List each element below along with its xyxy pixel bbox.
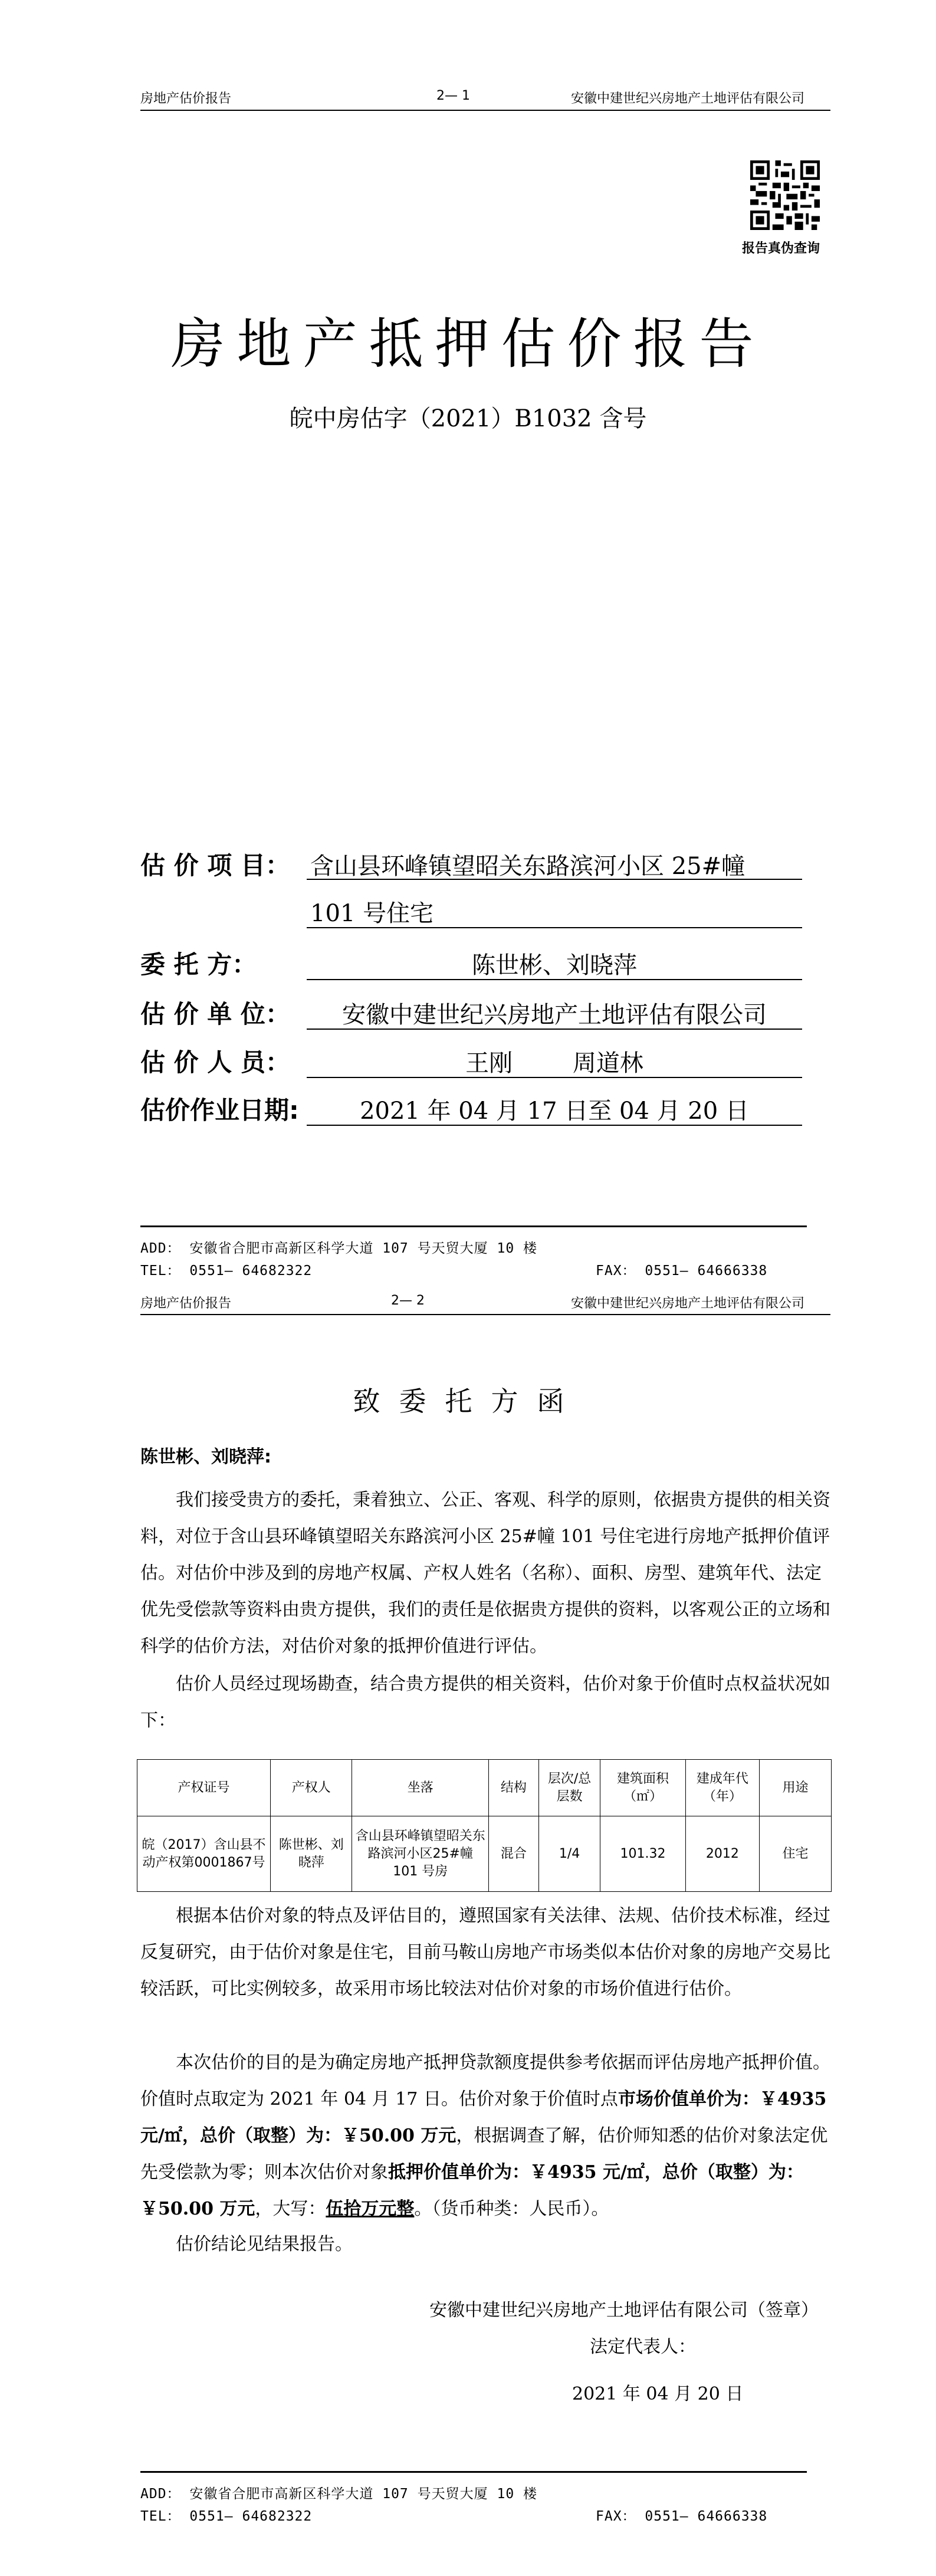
page1-header-right: 安徽中建世纪兴房地产土地评估有限公司 xyxy=(571,91,805,106)
amount-in-words: 伍拾万元整 xyxy=(326,2199,415,2219)
signature-company: 安徽中建世纪兴房地产土地评估有限公司（签章） xyxy=(429,2300,819,2321)
qr-code-icon[interactable] xyxy=(750,160,820,230)
client-value: 陈世彬、刘晓萍 xyxy=(472,952,637,979)
para-4-text-g: 。（货币种类：人民币）。 xyxy=(414,2199,609,2219)
staff-value: 王刚 周道林 xyxy=(465,1050,643,1077)
table-header-cell: 层次/总层数 xyxy=(538,1760,600,1816)
table-cell: 2012 xyxy=(685,1816,759,1892)
table-row xyxy=(137,1816,832,1892)
report-doc-number: 皖中房估字（2021）B1032 含号 xyxy=(289,405,647,432)
staff-label: 估 价 人 员： xyxy=(140,1048,290,1077)
table-header-cell: 建成年代（年） xyxy=(685,1760,759,1816)
para-4 xyxy=(140,2045,830,2227)
page2-footer-tel: TEL： 0551— 64682322 xyxy=(140,2509,313,2524)
page1-header-left: 房地产估价报告 xyxy=(140,91,232,106)
page2-header-rule xyxy=(140,1314,830,1315)
para-4-text-e: ，大写： xyxy=(255,2199,326,2219)
project-label: 估 价 项 目： xyxy=(140,851,290,880)
client-label: 委 托 方： xyxy=(140,950,257,979)
mortgage-value-text: 抵押价值单价为：￥4935 元/㎡，总价（取整）为：￥50.00 万元 xyxy=(140,2162,804,2219)
page2-header-page: 2— 2 xyxy=(391,1293,425,1308)
table-header-cell: 建筑面积（㎡） xyxy=(600,1760,686,1816)
salutation: 陈世彬、刘晓萍: xyxy=(140,1447,271,1467)
page1-footer-rule xyxy=(140,1225,807,1227)
para-3 xyxy=(140,1898,830,2007)
page2-header-left: 房地产估价报告 xyxy=(140,1296,232,1311)
page2-footer-rule xyxy=(140,2471,807,2473)
table-cell: 1/4 xyxy=(538,1816,600,1892)
para-5 xyxy=(140,2226,830,2263)
qr-caption: 报告真伪查询 xyxy=(742,241,820,256)
page2-footer-fax: FAX： 0551— 64666338 xyxy=(596,2509,768,2524)
table-header-cell: 产权人 xyxy=(271,1760,352,1816)
page1-footer-address: ADD： 安徽省合肥市高新区科学大道 107 号天贸大厦 10 楼 xyxy=(140,1241,538,1256)
staff-underline xyxy=(307,1077,802,1078)
date-underline xyxy=(307,1125,802,1126)
project-underline-2 xyxy=(307,927,802,928)
table-cell: 101.32 xyxy=(600,1816,686,1892)
project-underline-1 xyxy=(307,879,802,880)
para-2 xyxy=(140,1666,830,1739)
client-underline xyxy=(307,979,802,980)
table-cell: 混合 xyxy=(489,1816,539,1892)
page1-footer-fax: FAX： 0551— 64666338 xyxy=(596,1263,768,1279)
date-label: 估价作业日期: xyxy=(140,1096,299,1125)
project-value-line1: 含山县环峰镇望昭关东路滨河小区 25#幢 xyxy=(310,853,745,880)
page1-header-page: 2— 1 xyxy=(436,88,470,103)
page1-footer-tel: TEL： 0551— 64682322 xyxy=(140,1263,313,1279)
property-table xyxy=(137,1759,832,1892)
table-header-cell: 坐落 xyxy=(352,1760,489,1816)
para-1 xyxy=(140,1482,830,1665)
table-header-cell: 产权证号 xyxy=(137,1760,271,1816)
page2-footer-address: ADD： 安徽省合肥市高新区科学大道 107 号天贸大厦 10 楼 xyxy=(140,2486,538,2502)
page1-header-rule xyxy=(140,110,830,111)
unit-label: 估 价 单 位： xyxy=(140,1000,290,1029)
date-value: 2021 年 04 月 17 日至 04 月 20 日 xyxy=(360,1098,749,1125)
signature-date: 2021 年 04 月 20 日 xyxy=(572,2384,744,2404)
page2-header-right: 安徽中建世纪兴房地产土地评估有限公司 xyxy=(571,1296,805,1311)
unit-underline xyxy=(307,1029,802,1030)
letter-title: 致委托方函 xyxy=(353,1385,583,1417)
unit-value: 安徽中建世纪兴房地产土地评估有限公司 xyxy=(342,1001,767,1029)
para-1-text: 我们接受贵方的委托，秉着独立、公正、客观、科学的原则，依据贵方提供的相关资料，对位于含山县环峰镇望昭关东路滨河小区 25#幢 101 号住宅进行房地产抵押价值评估。对估价中涉及到的房地产权属、产权人姓名（名称）、面积、房型、建筑年代、法定优先受偿款等资料由贵方提供，我们的责任是依据贵方提供的资料，以客观公正的立场和科学的估价方法，对估价对象的抵押价值进行评估。 xyxy=(140,1490,830,1657)
table-cell: 皖（2017）含山县不动产权第0001867号 xyxy=(137,1816,271,1892)
table-cell: 含山县环峰镇望昭关东路滨河小区25#幢 101 号房 xyxy=(352,1816,489,1892)
market-value-text: 市场价值单价为：￥4935 元/㎡，总价（取整）为：￥50.00 万元 xyxy=(140,2089,827,2146)
signature-representative: 法定代表人： xyxy=(590,2337,696,2357)
table-header-row xyxy=(137,1760,832,1816)
para-4-text-c: ，根据调查了解，估价师知悉的估价对象法定优先受偿款为零；则本次估价对象 xyxy=(140,2125,828,2183)
table-cell: 陈世彬、刘晓萍 xyxy=(271,1816,352,1892)
para-4-text-a: 本次估价的目的是为确定房地产抵押贷款额度提供参考依据而评估房地产抵押价值。价值时点取定为 2021 年 04 月 17 日。估价对象于价值时点 xyxy=(140,2052,830,2110)
project-value-line2: 101 号住宅 xyxy=(310,900,434,927)
report-title: 房地产抵押估价报告 xyxy=(170,313,766,376)
para-5-text: 估价结论见结果报告。 xyxy=(176,2234,353,2255)
para-3-text: 根据本估价对象的特点及评估目的，遵照国家有关法律、法规、估价技术标准，经过反复研究，由于估价对象是住宅，目前马鞍山房地产市场类似本估价对象的房地产交易比较活跃，可比实例较多，故采用市场比较法对估价对象的市场价值进行估价。 xyxy=(140,1905,830,1999)
table-cell: 住宅 xyxy=(759,1816,831,1892)
table-header-cell: 用途 xyxy=(759,1760,831,1816)
para-2-text: 估价人员经过现场勘查，结合贵方提供的相关资料，估价对象于价值时点权益状况如下： xyxy=(140,1674,830,1731)
table-header-cell: 结构 xyxy=(489,1760,539,1816)
